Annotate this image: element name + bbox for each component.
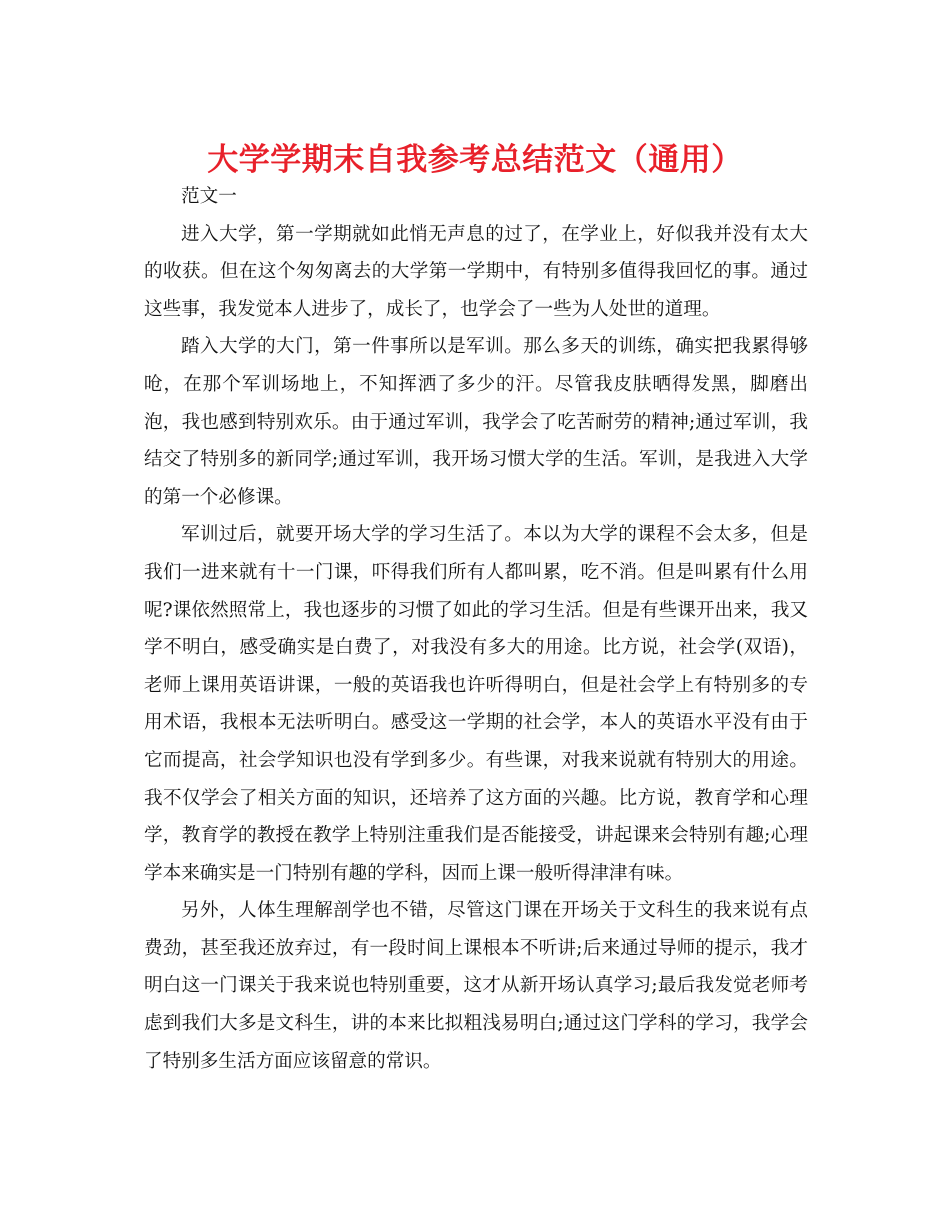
section-label: 范文一 [181, 186, 237, 207]
document-title: 大学学期末自我参考总结范文（通用） [207, 142, 743, 178]
paragraph-1: 进入大学，第一学期就如此悄无声息的过了，在学业上，好似我并没有太大的收获。但在这个匆匆离去的大学第一学期中，有特别多值得我回忆的事。通过这些事，我发觉本人进步了，成长了，也学会了一些为人处世的道理。 [144, 223, 808, 320]
paragraph-2: 踏入大学的大门，第一件事所以是军训。那么多天的训练，确实把我累得够呛，在那个军训场地上，不知挥洒了多少的汗。尽管我皮肤晒得发黑，脚磨出泡，我也感到特别欢乐。由于通过军训，我学会了吃苦耐劳的精神;通过军训，我结交了特别多的新同学;通过军训，我开场习惯大学的生活。军训，是我进入大学的第一个必修课。 [144, 336, 808, 508]
document-body [144, 178, 808, 1080]
paragraph-3: 军训过后，就要开场大学的学习生活了。本以为大学的课程不会太多，但是我们一进来就有十一门课，吓得我们所有人都叫累，吃不消。但是叫累有什么用呢?课依然照常上，我也逐步的习惯了如此的学习生活。但是有些课开出来，我又学不明白，感受确实是白费了，对我没有多大的用途。比方说，社会学(双语)，老师上课用英语讲课，一般的英语我也许听得明白，但是社会学上有特别多的专用术语，我根本无法听明白。感受这一学期的社会学，本人的英语水平没有由于它而提高，社会学知识也没有学到多少。有些课，对我来说就有特别大的用途。我不仅学会了相关方面的知识，还培养了这方面的兴趣。比方说，教育学和心理学，教育学的教授在教学上特别注重我们是否能接受，讲起课来会特别有趣;心理学本来确实是一门特别有趣的学科，因而上课一般听得津津有味。 [144, 524, 808, 884]
paragraph-4: 另外，人体生理解剖学也不错，尽管这门课在开场关于文科生的我来说有点费劲，甚至我还放弃过，有一段时间上课根本不听讲;后来通过导师的提示，我才明白这一门课关于我来说也特别重要，这才从新开场认真学习;最后我发觉老师考虑到我们大多是文科生，讲的本来比拟粗浅易明白;通过这门学科的学习，我学会了特别多生活方面应该留意的常识。 [144, 900, 808, 1072]
